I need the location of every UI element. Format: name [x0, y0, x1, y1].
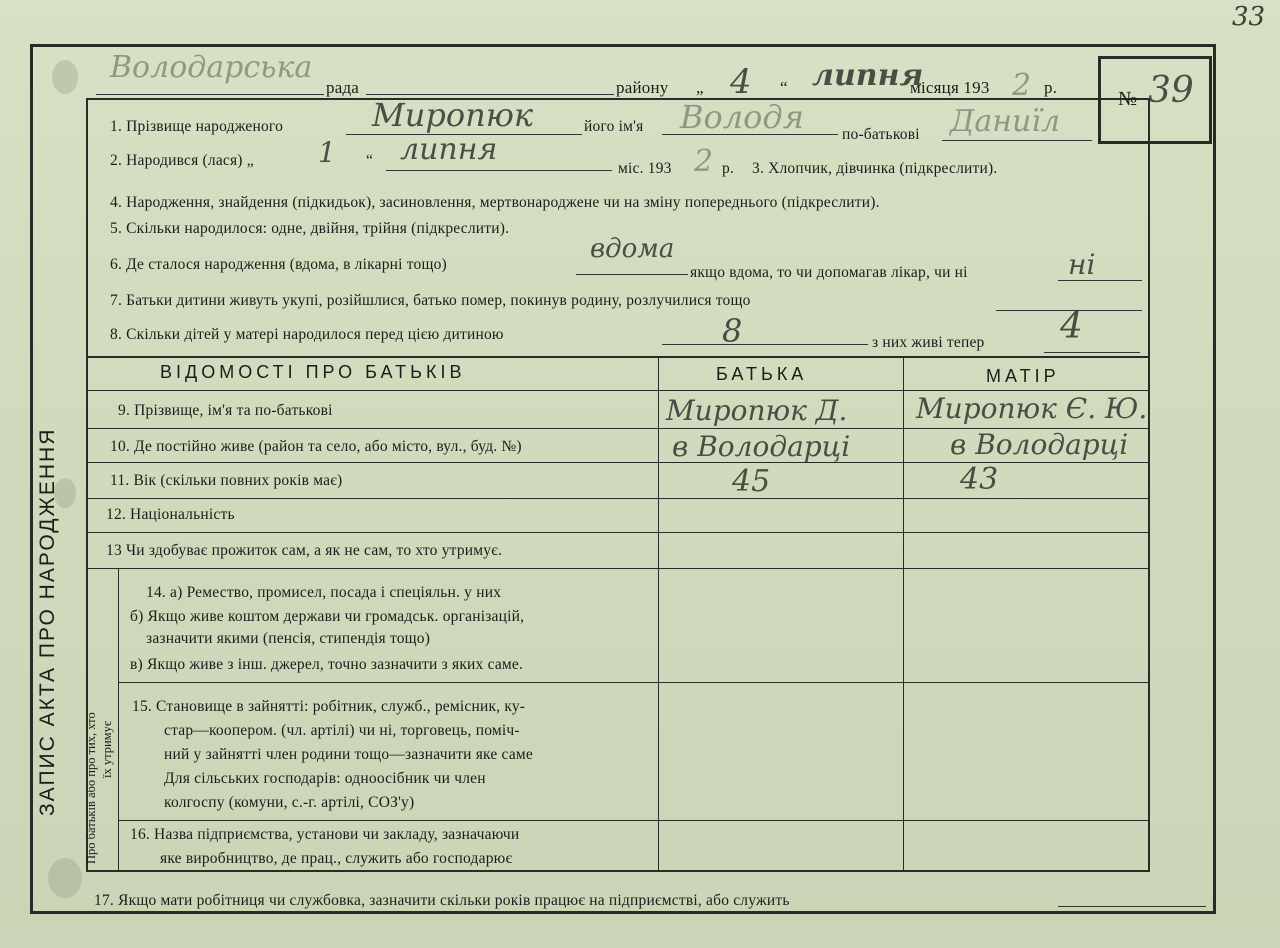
born-day-handwritten: 1	[318, 136, 336, 169]
quote-open: „	[696, 78, 704, 97]
row-17-underline	[1058, 906, 1206, 907]
father-column-divider	[658, 356, 659, 872]
record-number-label: №	[1118, 88, 1138, 110]
doctor-label: якщо вдома, то чи допомагав лікар, чи ні	[690, 264, 968, 281]
patronymic-label: по-батькові	[842, 126, 920, 143]
row-11-label: 11. Вік (скільки повних років має)	[110, 472, 343, 489]
month-handwritten: липня	[812, 58, 924, 93]
mother-age-handwritten: 43	[960, 462, 999, 497]
row-16-label-line1: 16. Назва підприємства, установи чи закладу, зазначаючи	[130, 826, 520, 843]
row-15-label-line3: ний у зайнятті член родини тощо—зазначити яке саме	[164, 746, 533, 763]
table-header-border	[86, 390, 1150, 391]
prior-children-handwritten: 8	[722, 312, 743, 350]
born-year-suffix: р.	[722, 160, 735, 177]
paper-stain	[48, 858, 82, 898]
row-15-label-line1: 15. Становище в зайнятті: робітник, служб., ремісник, ку-	[132, 698, 526, 715]
row-15-label-line4: Для сільських господарів: одноосібник чи член	[164, 770, 486, 787]
row-divider	[86, 498, 1150, 499]
birthplace-underline	[576, 274, 688, 275]
row-14b-label-line2: зазначити якими (пенсія, стипендія тощо)	[146, 630, 431, 647]
side-title: ЗАПИС АКТА ПРО НАРОДЖЕННЯ	[36, 427, 59, 816]
prior-children-label: 8. Скільки дітей у матері народилося перед цією дитиною	[110, 326, 504, 343]
day-handwritten: 4	[730, 62, 752, 102]
born-quote-close: “	[366, 152, 374, 169]
sex-label: 3. Хлопчик, дівчинка (підкреслити).	[752, 160, 998, 177]
rada-underline	[96, 94, 324, 95]
born-month-underline	[386, 170, 612, 171]
prior-children-underline	[662, 344, 868, 345]
row-10-label: 10. Де постійно живе (район та село, або місто, вул., буд. №)	[110, 438, 522, 455]
living-children-handwritten: 4	[1060, 306, 1083, 347]
surname-label: 1. Прізвище народженого	[110, 118, 284, 135]
rada-label: рада	[326, 78, 360, 97]
given-name-handwritten: Володя	[680, 98, 804, 136]
row-15-label-line5: колгоспу (комуни, с.-г. артілі, СОЗ'у)	[164, 794, 415, 811]
patronymic-underline	[942, 140, 1092, 141]
parents-status-label: 7. Батьки дитини живуть укупі, розійшлися, батько помер, покинув родину, розлучилися тощо	[110, 292, 751, 309]
mother-place-handwritten: в Володарці	[950, 428, 1129, 461]
birthplace-label: 6. Де сталося народження (вдома, в лікарні тощо)	[110, 256, 447, 273]
rada-handwritten: Володарська	[110, 50, 313, 85]
side-subtitle-line1: Про батьків або про тих, хто	[84, 712, 98, 864]
mother-column-divider	[903, 356, 904, 872]
doctor-underline	[1058, 280, 1142, 281]
living-children-underline	[1044, 352, 1140, 353]
birth-type-label: 4. Народження, знайдення (підкидьок), засиновлення, мертвонароджене чи на зміну попереднього (підкреслити).	[110, 194, 880, 211]
record-number-handwritten: 39	[1148, 70, 1194, 111]
patronymic-handwritten: Даниїл	[950, 104, 1061, 139]
father-column-header: БАТЬКА	[716, 364, 808, 384]
given-name-label: його ім'я	[584, 118, 644, 135]
month-label: місяця 193	[910, 78, 990, 97]
row-14b-label-line1: б) Якщо живе коштом держави чи громадськ. організацій,	[130, 608, 525, 625]
raion-label: району	[616, 78, 669, 97]
multiplicity-label: 5. Скільки народилося: одне, двійня, трійня (підкреслити).	[110, 220, 510, 237]
row-14a-label: 14. а) Ремество, промисел, посада і спеціяльн. у них	[146, 584, 502, 601]
quote-close: “	[780, 78, 788, 97]
mother-column-header: МАТІР	[986, 366, 1060, 386]
row-14c-label: в) Якщо живе з інш. джерел, точно зазначити з яких саме.	[130, 656, 524, 673]
row-16-label-line2: яке виробництво, де прац., служить або господарює	[160, 850, 513, 867]
side-subtitle-line2: їх утримує	[100, 720, 114, 778]
sub-column-divider	[118, 568, 119, 872]
row-13-label: 13 Чи здобуває прожиток сам, а як не сам, то хто утримує.	[106, 542, 503, 559]
father-name-handwritten: Миропюк Д.	[666, 394, 848, 427]
doctor-handwritten: ні	[1068, 248, 1096, 281]
row-9-label: 9. Прізвище, ім'я та по-батькові	[118, 402, 333, 419]
row-divider	[86, 532, 1150, 533]
living-children-label: з них живі тепер	[872, 334, 985, 351]
born-month-handwritten: липня	[400, 132, 498, 167]
mother-name-handwritten: Миропюк Є. Ю.	[916, 392, 1148, 425]
page-number: 33	[1232, 2, 1266, 32]
row-divider	[118, 820, 1150, 821]
year-suffix: р.	[1044, 78, 1058, 97]
birthplace-handwritten: вдома	[590, 234, 675, 264]
row-17-label: 17. Якщо мати робітниця чи службовка, зазначити скільки років працює на підприємстві, або служить	[94, 892, 790, 909]
table-header-label: ВІДОМОСТІ ПРО БАТЬКІВ	[160, 362, 466, 382]
table-top-border	[86, 356, 1150, 358]
year-handwritten: 2	[1012, 68, 1032, 103]
paper-stain	[52, 60, 78, 94]
row-divider	[86, 568, 1150, 569]
surname-handwritten: Миропюк	[372, 96, 534, 134]
father-place-handwritten: в Володарці	[672, 430, 851, 463]
raion-underline	[366, 94, 614, 95]
row-15-label-line2: стар—коопером. (чл. артілі) чи ні, торговець, поміч-	[164, 722, 520, 739]
born-year-handwritten: 2	[694, 144, 714, 179]
row-divider	[118, 682, 1150, 683]
born-month-label: міс. 193	[618, 160, 672, 177]
born-label: 2. Народився (лася) „	[110, 152, 254, 169]
row-12-label: 12. Національність	[106, 506, 235, 523]
father-age-handwritten: 45	[732, 464, 771, 499]
